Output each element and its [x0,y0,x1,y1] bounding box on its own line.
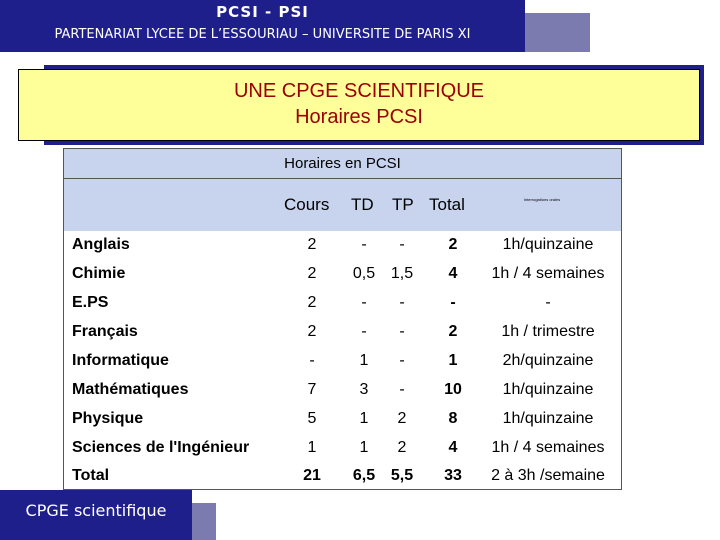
tp-cell: - [399,294,405,311]
cours-cell: 1 [307,439,317,456]
table-row [64,317,621,346]
total-cell: 2 [448,323,458,340]
table-row [64,346,621,375]
header-title: PCSI - PSI [216,3,309,21]
subject-label: Informatique [72,352,169,369]
total-cell: 4 [448,265,458,282]
tp-cell: - [399,323,405,340]
title-banner [18,69,700,141]
interrogations-cell: 1h / trimestre [501,323,595,340]
schedule-table [63,148,622,490]
tp-cell: 2 [397,439,407,456]
interrogations-cell: 1h/quinzaine [502,410,594,427]
table-row [64,230,621,259]
tp-cell: - [399,381,405,398]
interrogations-cell: 2 à 3h /semaine [491,467,605,484]
col-header-interrogations: Interrogations orales [523,197,561,202]
total-cell: - [450,294,456,311]
cours-cell: 2 [307,294,317,311]
td-cell: - [361,236,367,253]
td-cell: 0,5 [352,265,376,282]
subject-label: Mathématiques [72,381,189,398]
total-cell: 1 [448,352,458,369]
td-cell: - [361,294,367,311]
banner-title: UNE CPGE SCIENTIFIQUE [233,80,485,102]
header-bar [0,0,525,52]
tp-cell: 5,5 [390,467,414,484]
cours-cell: 5 [307,410,317,427]
cours-cell: 2 [307,265,317,282]
interrogations-cell: 1h/quinzaine [502,236,594,253]
subject-label: Français [72,323,138,340]
total-cell: 8 [448,410,458,427]
total-cell: 33 [444,467,462,484]
td-cell: 1 [359,410,369,427]
header-subtitle: PARTENARIAT LYCEE DE L’ESSOURIAU – UNIVERSITE DE PARIS XI [54,27,471,42]
table-row [64,288,621,317]
interrogations-cell: 1h / 4 semaines [491,439,605,456]
col-header-total: Total [429,195,465,214]
col-header-tp: TP [392,195,414,214]
cours-cell: 7 [307,381,317,398]
cours-cell: 21 [303,467,321,484]
banner-subtitle: Horaires PCSI [295,106,423,128]
subject-label: E.PS [72,294,109,311]
table-row [64,259,621,288]
td-cell: 1 [359,352,369,369]
td-cell: 3 [359,381,369,398]
tp-cell: 2 [397,410,407,427]
interrogations-cell: 1h / 4 semaines [491,265,605,282]
table-header [64,179,621,231]
subject-label: Sciences de l'Ingénieur [72,439,250,456]
td-cell: 6,5 [352,467,376,484]
col-header-td: TD [351,195,374,214]
subject-label: Total [72,467,110,484]
header-shadow [525,13,590,52]
interrogations-cell: 1h/quinzaine [502,381,594,398]
cours-cell: - [309,352,315,369]
table-row [64,404,621,433]
table-title: Horaires en PCSI [64,149,621,179]
tp-cell: - [399,352,405,369]
cours-cell: 2 [307,236,317,253]
td-cell: - [361,323,367,340]
table-row-total [64,461,621,490]
table-row [64,375,621,404]
total-cell: 4 [448,439,458,456]
tp-cell: 1,5 [390,265,414,282]
interrogations-cell: 2h/quinzaine [502,352,594,369]
total-cell: 10 [444,381,462,398]
table-row [64,433,621,462]
footer-label: CPGE scientifique [25,501,167,520]
col-header-cours: Cours [284,195,330,214]
subject-label: Physique [72,410,144,427]
total-cell: 2 [448,236,458,253]
td-cell: 1 [359,439,369,456]
footer-shadow [192,503,216,540]
subject-label: Chimie [72,265,126,282]
subject-label: Anglais [72,236,130,253]
interrogations-cell: - [545,294,551,311]
cours-cell: 2 [307,323,317,340]
tp-cell: - [399,236,405,253]
